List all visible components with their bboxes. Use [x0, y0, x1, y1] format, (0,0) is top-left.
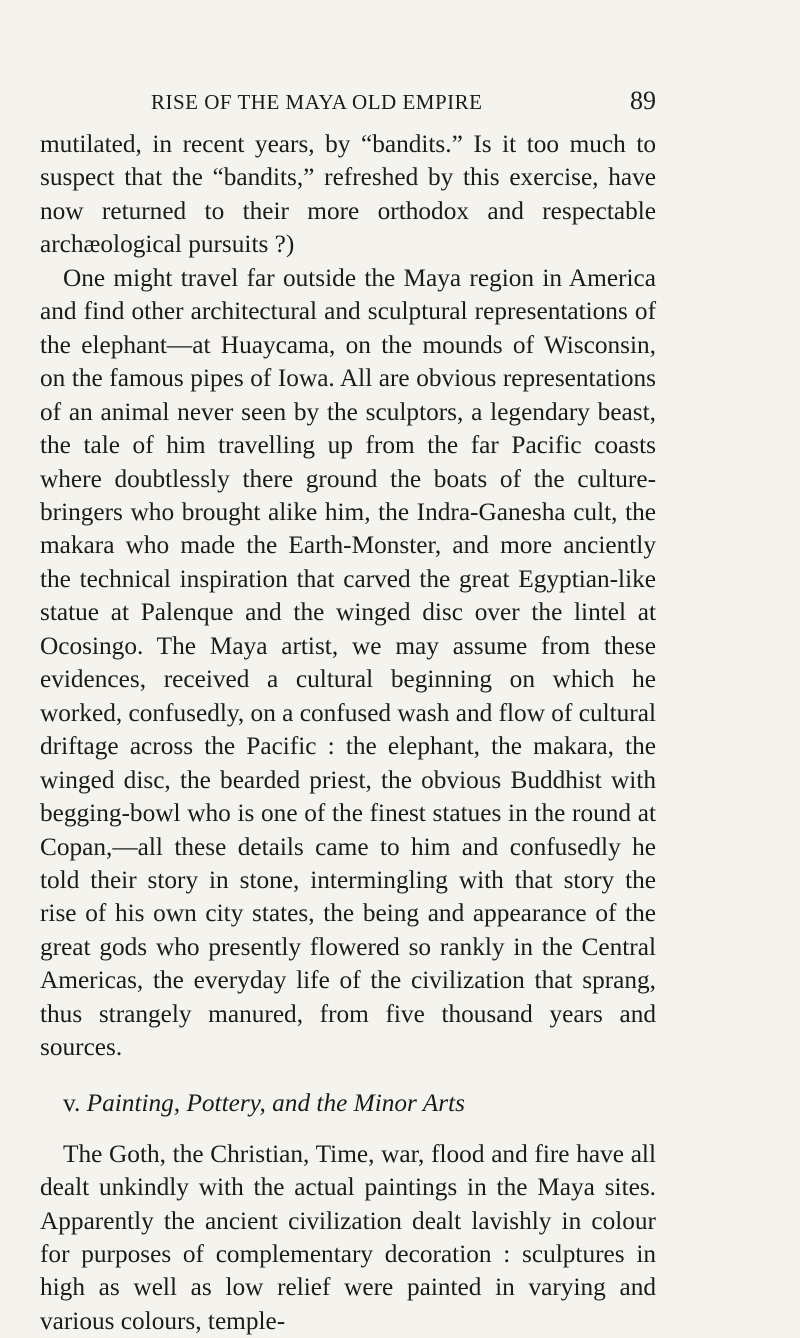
- running-header: [40, 86, 656, 120]
- section-heading: [63, 1088, 656, 1118]
- section-text: [40, 1138, 656, 1338]
- running-title: RISE OF THE MAYA OLD EMPIRE: [151, 90, 483, 114]
- page-number: 89: [630, 86, 656, 115]
- section-number: v.: [63, 1088, 81, 1117]
- paragraph: One might travel far outside the Maya region in America and find other architectural and sculptural representations of the elephant—at Huaycama, on the mounds of Wisconsin, on the famous pipes of Iowa. All are obvious representations of an animal never seen by the sculptors, a legendary beast, the tale of him travelling up from the far Pacific coasts where doubtlessly there ground the boats of the culture-bringers who brought alike him, the Indra-Ganesha cult, the makara who made the Earth-Monster, and more anciently the technical inspiration that carved the great Egyptian-like statue at Palenque and the winged disc over the lintel at Ocosingo. The Maya artist, we may assume from these evidences, received a cultural beginning on which he worked, confusedly, on a confused wash and flow of cultural driftage across the Pacific : the elephant, the makara, the winged disc, the bearded priest, the obvious Buddhist with begging-bowl who is one of the finest statues in the round at Copan,—all these details came to him and confusedly he told their story in stone, intermingling with that story the rise of his own city states, the being and appearance of the great gods who presently flowered so rankly in the Central Americas, the everyday life of the civilization that sprang, thus strangely manured, from five thousand years and sources.: [40, 263, 656, 1062]
- paragraph: The Goth, the Christian, Time, war, flood and fire have all dealt unkindly with the actual paintings in the Maya sites. Apparently the ancient civilization dealt lavishly in colour for purposes of complementary decoration : sculptures in high as well as low relief were painted in varying and various colours, temple-: [40, 1139, 656, 1335]
- book-page: [40, 86, 656, 1338]
- paragraph: mutilated, in recent years, by “bandits.” Is it too much to suspect that the “bandits,” refreshed by this exercise, have now returned to their more orthodox and respectable archæological pursuits ?): [40, 130, 656, 259]
- body-text: [40, 128, 656, 1065]
- section-title: Painting, Pottery, and the Minor Arts: [86, 1088, 465, 1117]
